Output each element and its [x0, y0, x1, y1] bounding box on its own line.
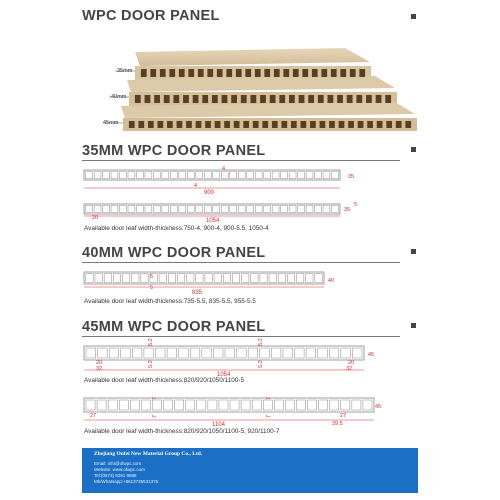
panel-hole — [359, 69, 365, 77]
hero-label-35mm: 35mm — [117, 68, 133, 74]
dim-label: 5 — [150, 274, 154, 280]
dim-label: 835 — [192, 290, 203, 296]
panel-hole — [318, 95, 324, 103]
dim-label: 7 — [152, 396, 158, 400]
dim-label: 35 — [348, 174, 355, 180]
panel-hole — [260, 95, 266, 103]
dim-label: 5 — [354, 202, 358, 208]
dim-label: 5 — [150, 285, 154, 291]
panel-hole — [202, 95, 208, 103]
panel-hole — [154, 95, 160, 103]
company-name: Zhejiang Onfei New Material Group Co., Ltd. — [94, 451, 203, 457]
dim-label: 39.5 — [332, 421, 343, 427]
section-divider — [82, 160, 400, 161]
panel-hole — [270, 95, 276, 103]
panel-hole — [264, 69, 270, 77]
panel-hole — [262, 121, 268, 128]
panel-hole — [283, 69, 289, 77]
dim-label: 40 — [328, 278, 335, 284]
dim-label: 5.2 — [258, 338, 264, 346]
panel-hole — [167, 121, 173, 128]
email-text[interactable]: Email: info@ofwpc.com — [94, 461, 142, 466]
panel-hole — [358, 121, 364, 128]
panel-hole — [331, 69, 337, 77]
panel-hole — [302, 69, 308, 77]
panel-hole — [243, 121, 249, 128]
panel-hole — [366, 95, 372, 103]
dim-label: 32 — [96, 366, 103, 372]
panel-hole — [350, 69, 356, 77]
panel-hole — [279, 95, 285, 103]
hero-label-40mm: 40mm — [111, 94, 127, 100]
dim-label: 27 — [90, 413, 97, 419]
available-widths-note: Available door leaf width-thickness:750-4, 900-4, 900-5.5, 1050-4 — [84, 225, 269, 232]
panel-hole — [138, 121, 144, 128]
panel-hole — [245, 69, 251, 77]
panel-hole — [291, 121, 297, 128]
section-title-35mm: 35MM WPC DOOR PANEL — [82, 143, 266, 159]
panel-hole — [320, 121, 326, 128]
panel-hole — [212, 95, 218, 103]
panel-hole — [376, 95, 382, 103]
panel-hole — [310, 121, 316, 128]
section-title-wpc-door-panel: WPC DOOR PANEL — [82, 8, 220, 24]
dim-label: 45 — [375, 404, 382, 410]
dim-label: 20 — [96, 360, 103, 366]
website-text[interactable]: Website: www.ofwpc.com — [94, 467, 145, 472]
panel-hole — [173, 95, 179, 103]
panel-hole — [226, 69, 232, 77]
panel-hole — [169, 69, 175, 77]
panel-hole — [301, 121, 307, 128]
panel-hole — [321, 69, 327, 77]
dim-label: 4 — [222, 166, 226, 172]
panel-hole — [183, 95, 189, 103]
panel-hole — [377, 121, 383, 128]
dim-label: 20 — [92, 215, 99, 221]
panel-hole — [193, 95, 199, 103]
profile-40mm — [82, 266, 342, 300]
dim-label: 1054 — [206, 218, 220, 224]
panel-hole — [160, 69, 166, 77]
section-marker-icon — [411, 14, 416, 19]
panel-hole — [396, 121, 402, 128]
dim-label: 900 — [204, 190, 215, 196]
profile-35mm-a — [82, 166, 372, 226]
dim-label: 27 — [340, 413, 347, 419]
panel-hole — [386, 121, 392, 128]
section-marker-icon — [411, 249, 416, 254]
panel-hole — [135, 95, 141, 103]
panel-hole — [272, 121, 278, 128]
panel-hole — [328, 95, 334, 103]
panel-hole — [177, 121, 183, 128]
panel-hole — [148, 121, 154, 128]
section-marker-icon — [411, 147, 416, 152]
panel-hole — [255, 69, 261, 77]
panel-hole — [289, 95, 295, 103]
panel-hole — [198, 69, 204, 77]
panel-hole — [186, 121, 192, 128]
panel-hole — [293, 69, 299, 77]
panel-hole — [241, 95, 247, 103]
panel-hole — [281, 121, 287, 128]
panel-hole — [179, 69, 185, 77]
panel-hole — [224, 121, 230, 128]
panel-hole — [308, 95, 314, 103]
panel-hole — [158, 121, 164, 128]
panel-hole — [348, 121, 354, 128]
dim-label: 5.2 — [148, 360, 154, 368]
panel-hole — [253, 121, 259, 128]
panel-hole — [274, 69, 280, 77]
panel-hole — [215, 121, 221, 128]
dim-label: 1054 — [217, 372, 231, 378]
panel-hole — [329, 121, 335, 128]
available-widths-note: Available door leaf width-thickness:820/920/1050/1100-5 — [84, 377, 244, 384]
dim-label: 32 — [346, 366, 353, 372]
panel-hole — [145, 95, 151, 103]
panel-hole — [222, 95, 228, 103]
section-title-45mm: 45MM WPC DOOR PANEL — [82, 319, 266, 335]
panel-hole — [207, 69, 213, 77]
panel-hole — [129, 121, 135, 128]
panel-hole — [231, 95, 237, 103]
panel-hole — [217, 69, 223, 77]
mobile-text: Mb/Whatsapp:+8613735531375 — [94, 479, 159, 484]
available-widths-note: Available door leaf width-thickness:820/920/1050/1100-5, 920/1100-7 — [84, 428, 280, 435]
dim-label: 5.2 — [148, 338, 154, 346]
panel-hole — [339, 121, 345, 128]
panel-hole — [405, 121, 411, 128]
dim-label: 5.2 — [258, 360, 264, 368]
panel-hole — [299, 95, 305, 103]
profile-45mm-a — [82, 338, 382, 378]
panel-hole — [347, 95, 353, 103]
dim-label: 4 — [194, 183, 198, 189]
section-divider — [82, 336, 400, 337]
panel-hole — [196, 121, 202, 128]
panel-hole — [205, 121, 211, 128]
hero-label-45mm: 45mm — [103, 120, 119, 126]
panel-hole — [141, 69, 147, 77]
panel-hole — [236, 69, 242, 77]
panel-hole — [356, 95, 362, 103]
panel-hole — [367, 121, 373, 128]
dim-label: 7 — [152, 414, 158, 418]
tel-text: Tel:(0573) 8291 9888 — [94, 473, 137, 478]
dim-label: 35 — [344, 207, 351, 213]
section-divider — [82, 262, 400, 263]
dim-label: 1104 — [212, 422, 225, 428]
panel-hole — [385, 95, 391, 103]
dim-label: 7 — [266, 396, 272, 400]
dim-label: 7 — [266, 414, 272, 418]
panel-hole — [188, 69, 194, 77]
panel-hole — [312, 69, 318, 77]
panel-hole — [164, 95, 170, 103]
dim-label: 45 — [368, 352, 375, 358]
section-marker-icon — [411, 323, 416, 328]
profile-45mm-b — [82, 392, 382, 432]
section-title-40mm: 40MM WPC DOOR PANEL — [82, 245, 266, 261]
panel-hole — [150, 69, 156, 77]
panel-hole — [337, 95, 343, 103]
available-widths-note: Available door leaf width-thickness:735-5.5, 835-5.5, 955-5.5 — [84, 298, 256, 305]
panel-hole — [234, 121, 240, 128]
panel-hole — [250, 95, 256, 103]
stacked-panels-image — [95, 40, 425, 132]
panel-hole — [340, 69, 346, 77]
dim-label: 20 — [348, 360, 355, 366]
contact-footer — [82, 448, 418, 493]
